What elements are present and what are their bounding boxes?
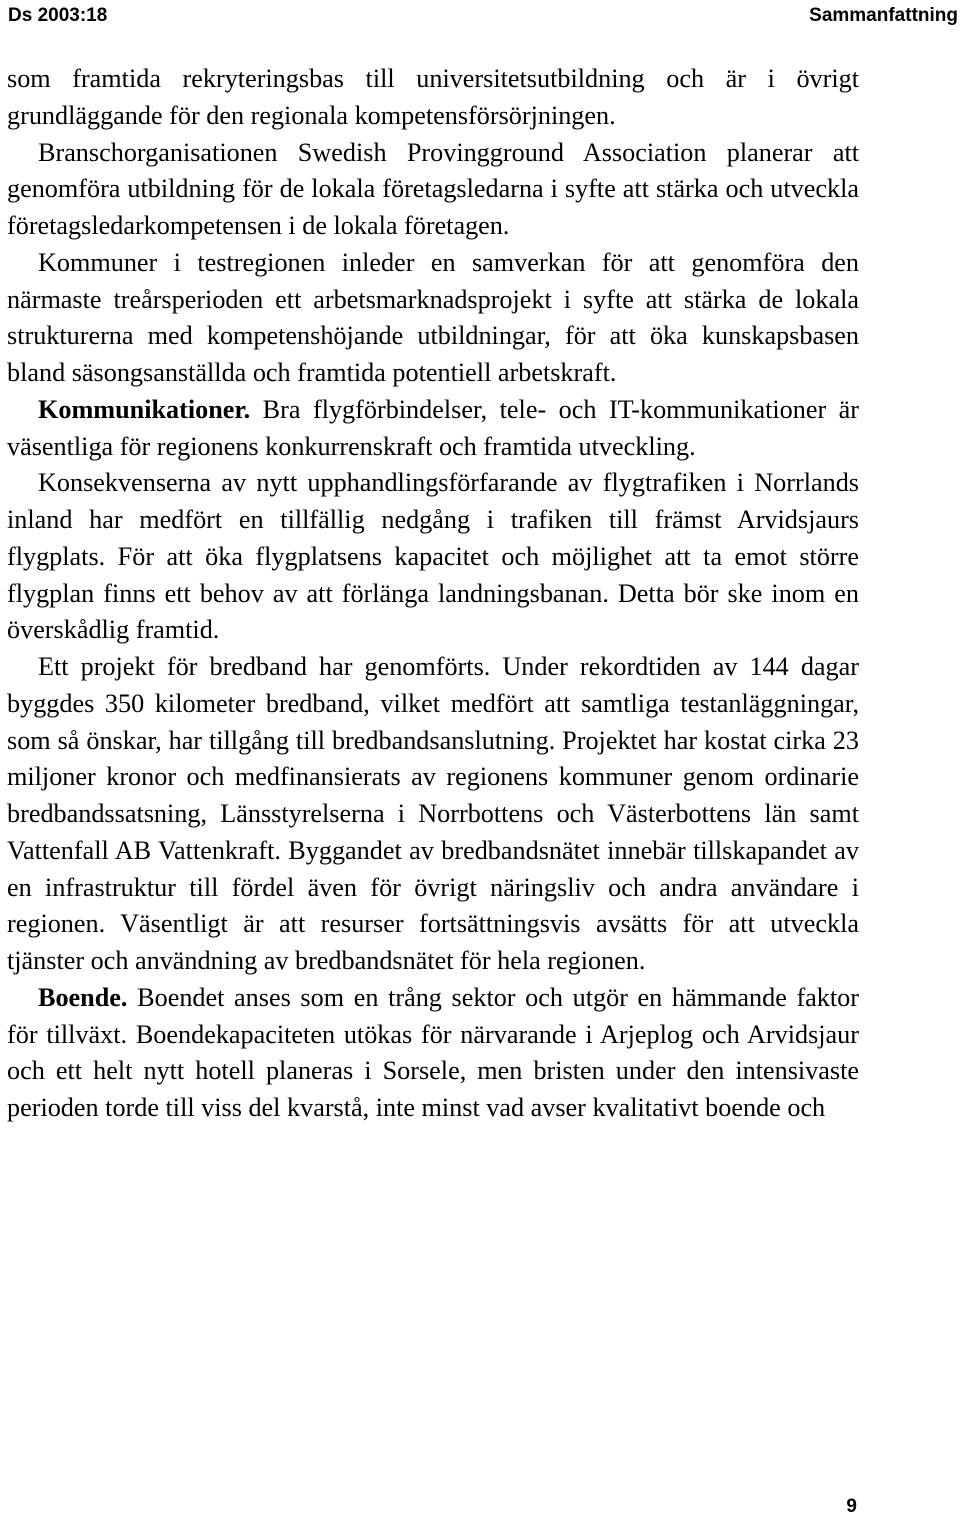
- document-reference: Ds 2003:18: [8, 5, 108, 26]
- body-text: [7, 61, 859, 1127]
- paragraph-branschorganisation: Branschorganisationen Swedish Provingground Association planerar att genomföra utbildning för de lokala företagsledarna i syfte att stärka och utveckla företagsledarkompetensen i de lokala företagen.: [7, 137, 859, 240]
- section-title: Sammanfattning: [809, 5, 958, 26]
- page-number: 9: [846, 1496, 857, 1517]
- paragraph-continuation: som framtida rekryteringsbas till universitetsutbildning och är i övrigt grundläggande för den regionala kompetensförsörjningen.: [7, 64, 859, 130]
- paragraph-boende-text: Boendet anses som en trång sektor och utgör en hämmande faktor för tillväxt. Boendekapaciteten utökas för närvarande i Arjeplog och Arvidsjaur och ett helt nytt hotell planeras i Sorsele, men bristen under den intensivaste perioden torde till viss del kvarstå, inte minst vad avser kvalitativt boende och: [7, 982, 859, 1122]
- paragraph-kommuner: Kommuner i testregionen inleder en samverkan för att genomföra den närmaste treårsperioden ett arbetsmarknadsprojekt i syfte att stärka de lokala strukturerna med kompetenshöjande utbildningar, för att öka kunskapsbasen bland säsongsanställda och framtida potentiell arbetskraft.: [7, 247, 859, 387]
- paragraph-bredband: Ett projekt för bredband har genomförts. Under rekordtiden av 144 dagar byggdes 350 kilometer bredband, vilket medfört att samtliga testanläggningar, som så önskar, har tillgång till bredbandsanslutning. Projektet har kostat cirka 23 miljoner kronor och medfinansierats av regionens kommuner genom ordinarie bredbandssatsning, Länsstyrelserna i Norrbottens och Västerbottens län samt Vattenfall AB Vattenkraft. Byggandet av bredbandsnätet innebär tillskapandet av en infrastruktur till fördel även för övrigt näringsliv och andra användare i regionen. Väsentligt är att resurser fortsättningsvis avsätts för att utveckla tjänster och användning av bredbandsnätet för hela regionen.: [7, 652, 859, 975]
- paragraph-flygtrafik: Konsekvenserna av nytt upphandlingsförfarande av flygtrafiken i Norrlands inland har medfört en tillfällig nedgång i trafiken till främst Arvidsjaurs flygplats. För att öka flygplatsens kapacitet och möjlighet att ta emot större flygplan finns ett behov av att förlänga landningsbanan. Detta bör ske inom en överskådlig framtid.: [7, 468, 859, 645]
- paragraph-kommunikationer-text: Bra flygförbindelser, tele- och IT-kommunikationer är väsentliga för regionens konkurrenskraft och framtida utveckling.: [7, 394, 859, 461]
- paragraph-boende: [7, 980, 859, 1127]
- heading-boende: Boende.: [38, 982, 128, 1012]
- running-header: [8, 4, 958, 28]
- paragraph-kommunikationer: [7, 392, 859, 466]
- heading-kommunikationer: Kommunikationer.: [38, 394, 251, 424]
